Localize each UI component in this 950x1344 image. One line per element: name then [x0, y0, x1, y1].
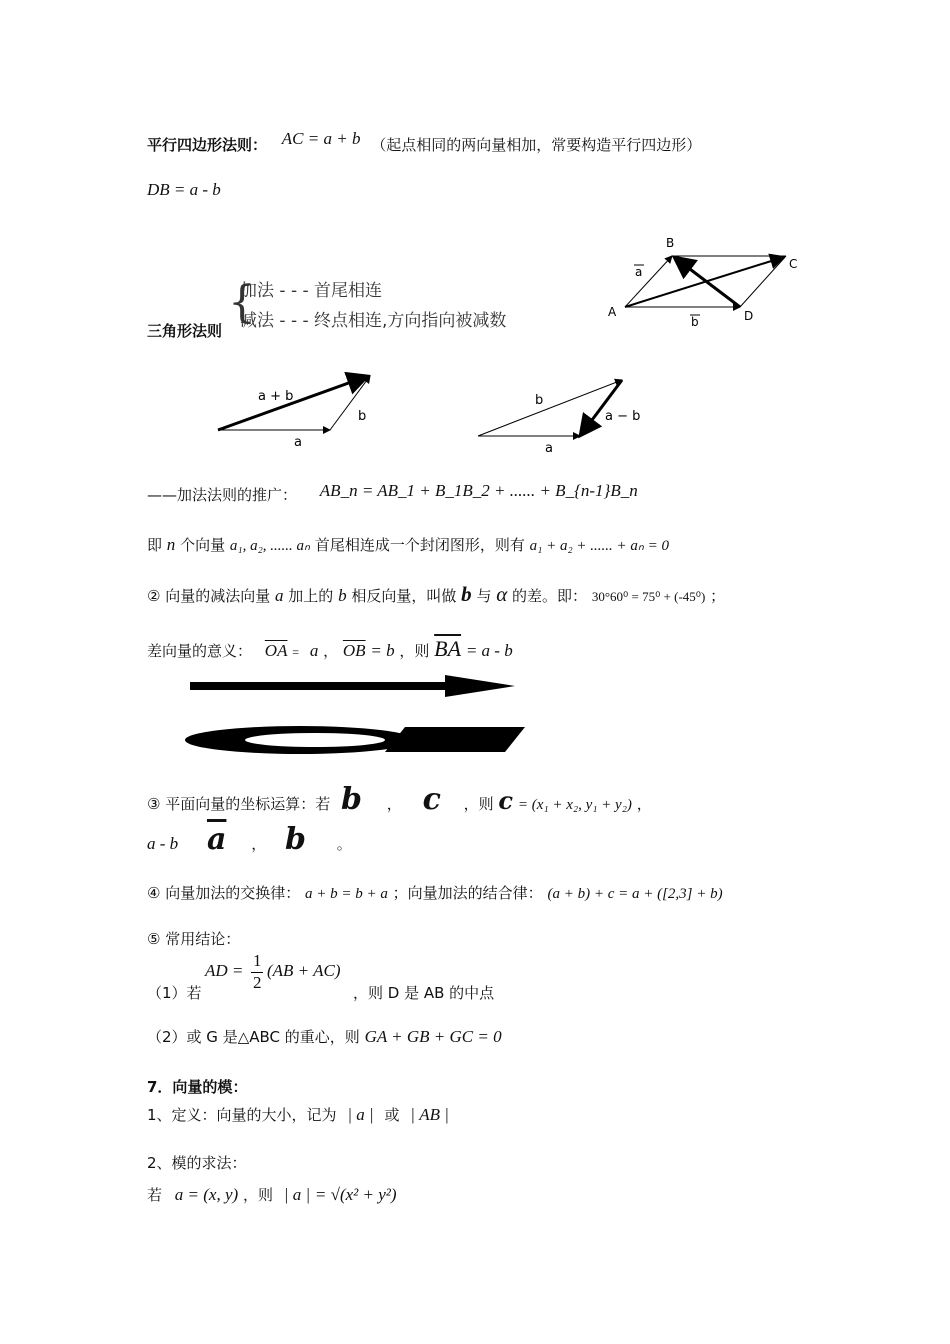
modulus-def-a: | a | [347, 1105, 374, 1124]
sub-def-b: b [338, 586, 347, 605]
meaning-ob: $\overline{OB}$ [342, 641, 366, 660]
generalization-label: ——加法法则的推广： [147, 486, 298, 504]
parallelogram-note: （起点相同的两向量相加，常要构造平行四边形） [371, 136, 702, 154]
sub-def-deg: 30°60⁰ = 75⁰ + (-45⁰) [591, 589, 706, 604]
coords-c2-vector: c [498, 786, 514, 815]
sub-def-alpha: α [496, 582, 508, 606]
modulus-method: 2、模的求法： [147, 1154, 247, 1172]
label-C: C [789, 257, 798, 271]
sub-def-end: ； [710, 587, 726, 605]
subtraction-row [147, 582, 725, 607]
coords-row-2 [147, 822, 352, 857]
meaning-oa: $\overline{OA}$ [264, 641, 288, 660]
c2-prefix: （2）或 G 是△ABC 的重心，则 [147, 1028, 360, 1046]
conclusions-title: ⑤ 常用结论： [147, 930, 241, 948]
generalization-formula: AB_n = AB_1 + B_1B_2 + ...... + B_{n-1}B_n [319, 481, 638, 500]
modulus-formula-row [147, 1184, 397, 1205]
closed-vars: a₁, a₂, ...... aₙ [229, 538, 311, 554]
closed-figure-row [147, 534, 669, 555]
conclusion-2-row [147, 1026, 502, 1047]
parallelogram-section [147, 129, 702, 155]
modulus-result: = √(x² + y²) [314, 1185, 397, 1204]
coords-end: ， [636, 795, 652, 813]
meaning-row [147, 636, 513, 662]
sub-def-a: a [275, 586, 284, 605]
coords-sep: ， [386, 795, 402, 813]
parallelogram-title: 平行四边形法则： [147, 136, 268, 154]
coords-c-vector: c [422, 782, 441, 817]
c1-suffix: ，则 D 是 AB 的中点 [353, 984, 495, 1002]
meaning-a: a [309, 641, 319, 660]
meaning-label: 差向量的意义： [147, 642, 253, 660]
meaning-comma: ， [323, 642, 339, 660]
comm-formula: a + b = b + a [305, 886, 388, 902]
add-rule: 加法 - - - 首尾相连 [240, 281, 383, 301]
sub-def-t4: 与 [476, 587, 492, 605]
modulus-def-or: 或 [384, 1106, 400, 1124]
meaning-then: ，则 [399, 642, 430, 660]
add-a-label: a [294, 435, 302, 448]
meaning-ba: $\overline{BA}$ [434, 636, 462, 661]
generalization-row [147, 481, 638, 505]
label-A: A [608, 305, 617, 319]
modulus-title: 7．向量的模： [147, 1078, 248, 1096]
closed-t1: 个向量 [180, 536, 226, 554]
large-vector-a-graphic [185, 670, 525, 760]
assoc-formula: (a + b) + c = a + ([2,3] + b) [547, 886, 723, 902]
modulus-if: 若 [147, 1186, 163, 1204]
closed-n: n [166, 535, 176, 554]
sub-def-t1: ② 向量的减法向量 [147, 587, 271, 605]
coords-line2: a - b [147, 834, 179, 853]
coords-b-vector: b [341, 782, 362, 817]
c1-den: 2 [253, 973, 262, 992]
add-sum-label: a + b [258, 389, 294, 404]
coords-row [147, 782, 652, 817]
closed-t2: 首尾相连成一个封闭图形，则有 [314, 536, 525, 554]
sub-diff-label: a − b [605, 409, 641, 424]
coords-label: ③ 平面向量的坐标运算：若 [147, 795, 331, 813]
meaning-eq2: = b [370, 641, 395, 660]
label-D: D [744, 309, 754, 323]
modulus-formula: a = (x, y) [174, 1185, 239, 1204]
sub-def-t3: 相反向量，叫做 [351, 587, 457, 605]
parallelogram-formula: AC = a + b [281, 129, 361, 148]
c2-formula: GA + GB + GC = 0 [364, 1027, 502, 1046]
label-a: a [635, 265, 643, 279]
label-B: B [666, 236, 675, 250]
modulus-abs-a: | a | [283, 1185, 311, 1204]
coords-a2-vector: $\overline{a}$ [206, 822, 227, 857]
addition-triangle-diagram [210, 368, 380, 448]
closed-formula: a₁ + a₂ + ...... + aₙ = 0 [529, 538, 670, 554]
sub-b-label: b [535, 393, 544, 408]
c1-rhs: (AB + AC) [267, 961, 341, 980]
sub-def-t5: 的差。即： [512, 587, 588, 605]
assoc-label: ；向量加法的结合律： [392, 884, 543, 902]
parallelogram-diagram [600, 232, 810, 332]
triangle-title: 三角形法则 [147, 322, 223, 340]
sub-def-t2: 加上的 [288, 587, 334, 605]
modulus-def: 1、定义：向量的大小，记为 [147, 1106, 337, 1124]
modulus-then: ，则 [242, 1186, 273, 1204]
comm-label: ④ 向量加法的交换律： [147, 884, 301, 902]
sub-rule: 减法 - - - 终点相连,方向指向被减数 [240, 311, 507, 331]
subtraction-triangle-diagram [470, 372, 660, 460]
modulus-def-ab: | AB | [410, 1105, 449, 1124]
modulus-def-row [147, 1104, 449, 1125]
parallelogram-formula-2: DB = a - b [147, 180, 221, 199]
coords-formula: = (x₁ + x₂, y₁ + y₂) [517, 797, 632, 813]
coords-period: 。 [336, 835, 352, 853]
closed-prefix: 即 [147, 536, 163, 554]
brace-symbol: { [228, 277, 256, 328]
coords-then: ，则 [463, 795, 494, 813]
c1-prefix: （1）若 [147, 984, 202, 1002]
label-b: b [691, 315, 699, 329]
sub-a-label: a [545, 441, 553, 456]
coords-b2-vector: b [284, 822, 306, 857]
add-b-label: b [358, 409, 367, 424]
laws-row [147, 882, 723, 903]
meaning-eq3: = a - b [465, 641, 513, 660]
c1-num: 1 [253, 951, 262, 970]
sub-def-bvec: b [461, 582, 472, 606]
coords-sep-2: ， [251, 835, 267, 853]
c1-lhs: AD = [205, 961, 244, 980]
meaning-eq1: = [292, 645, 300, 659]
